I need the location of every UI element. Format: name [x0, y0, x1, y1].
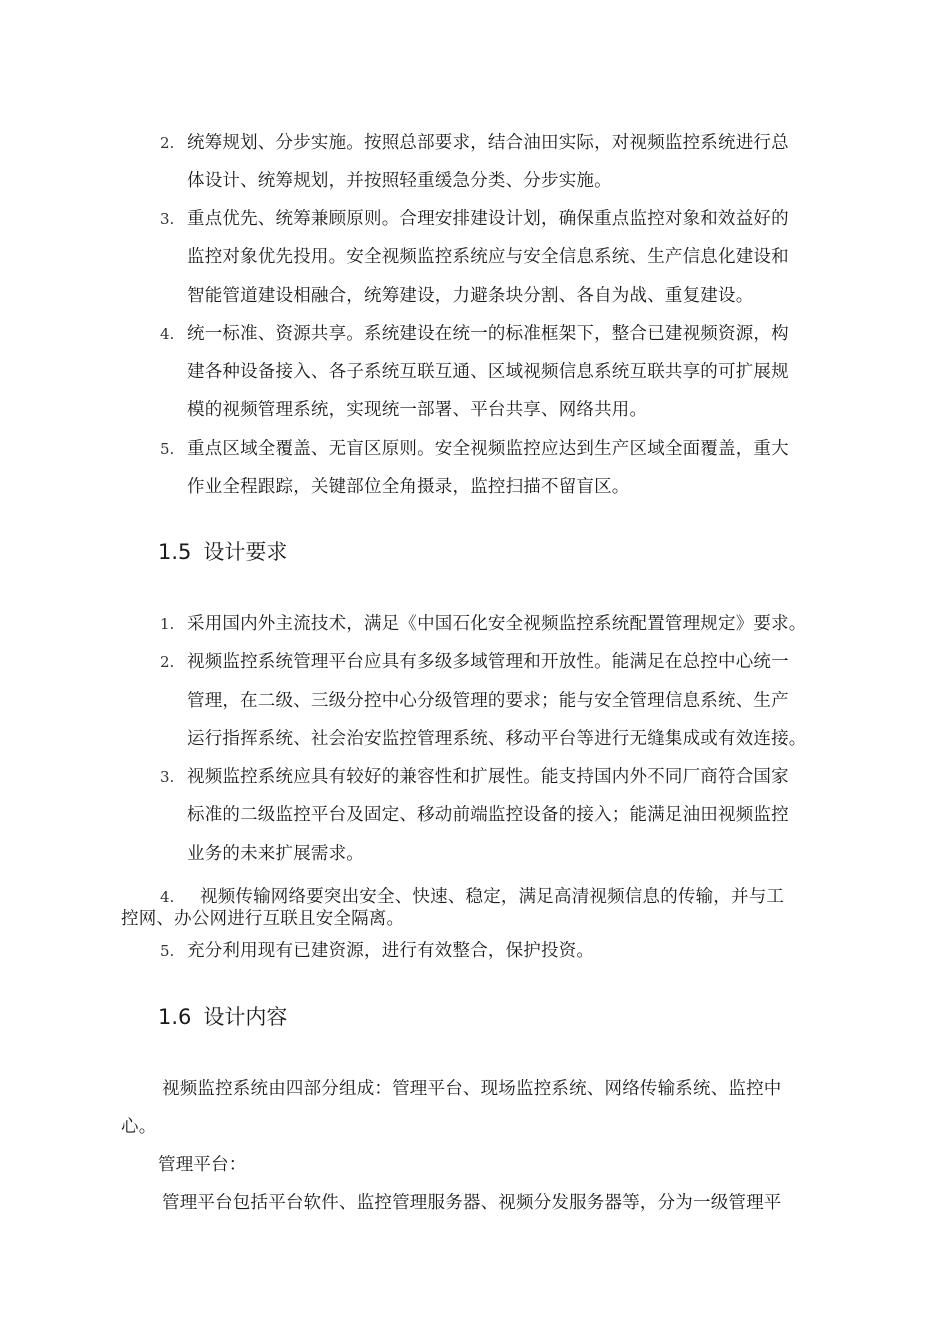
list-text-line: 标准的二级监控平台及固定、移动前端监控设备的接入；能满足油田视频监控 — [187, 805, 789, 825]
paragraph-line: 视频监控系统由四部分组成：管理平台、现场监控系统、网络传输系统、监控中 — [162, 1079, 782, 1099]
section-number: 1.5 — [158, 540, 192, 564]
section-heading-1-6 — [158, 1003, 287, 1031]
list-number: 5. — [160, 440, 175, 458]
list-text-line: 模的视频管理系统，实现统一部署、平台共享、网络共用。 — [187, 400, 648, 420]
list-text-line: 统筹规划、分步实施。按照总部要求，结合油田实际，对视频监控系统进行总 — [187, 133, 789, 153]
paragraph-line: 心。 — [121, 1117, 157, 1137]
list-text-line: 体设计、统筹规划，并按照轻重缓急分类、分步实施。 — [187, 171, 612, 191]
paragraph-line: 管理平台包括平台软件、监控管理服务器、视频分发服务器等，分为一级管理平 — [162, 1193, 782, 1213]
subheading: 管理平台： — [158, 1155, 247, 1175]
section-title: 设计内容 — [203, 1005, 288, 1029]
list-text-line: 运行指挥系统、社会治安监控管理系统、移动平台等进行无缝集成或有效连接。 — [187, 729, 807, 749]
list-text-line: 智能管道建设相融合，统筹建设，力避条块分割、各自为战、重复建设。 — [187, 286, 754, 306]
section-heading-1-5 — [158, 538, 287, 566]
list-text-line: 管理，在二级、三级分控中心分级管理的要求；能与安全管理信息系统、生产 — [187, 691, 789, 711]
list-text-line: 监控对象优先投用。安全视频监控系统应与安全信息系统、生产信息化建设和 — [187, 247, 789, 267]
list-number: 2. — [160, 653, 175, 671]
list-text-line: 视频监控系统管理平台应具有多级多域管理和开放性。能满足在总控中心统一 — [187, 652, 789, 672]
list-number: 1. — [160, 615, 175, 633]
list-text-line: 建各种设备接入、各子系统互联互通、区域视频信息系统互联共享的可扩展规 — [187, 362, 789, 382]
list-number: 3. — [160, 768, 175, 786]
list-text-line: 重点区域全覆盖、无盲区原则。安全视频监控应达到生产区域全面覆盖，重大 — [187, 439, 789, 459]
list-text-line: 重点优先、统筹兼顾原则。合理安排建设计划，确保重点监控对象和效益好的 — [187, 209, 789, 229]
list-text-line: 视频传输网络要突出安全、快速、稳定，满足高清视频信息的传输，并与工 — [200, 887, 785, 907]
section-number: 1.6 — [158, 1005, 192, 1029]
list-number: 2. — [160, 134, 175, 152]
list-number: 4. — [160, 325, 175, 343]
list-text-line: 作业全程跟踪，关键部位全角摄录，监控扫描不留盲区。 — [187, 477, 630, 497]
list-text-line: 业务的未来扩展需求。 — [187, 844, 364, 864]
list-number: 3. — [160, 210, 175, 228]
section-title: 设计要求 — [203, 540, 288, 564]
list-number: 5. — [160, 942, 175, 960]
list-text-line: 采用国内外主流技术，满足《中国石化安全视频监控系统配置管理规定》要求。 — [187, 614, 807, 634]
list-number: 4. — [160, 888, 175, 906]
list-text-line: 充分利用现有已建资源，进行有效整合，保护投资。 — [187, 941, 595, 961]
list-text-line: 统一标准、资源共享。系统建设在统一的标准框架下，整合已建视频资源，构 — [187, 324, 789, 344]
list-text-line: 视频监控系统应具有较好的兼容性和扩展性。能支持国内外不同厂商符合国家 — [187, 767, 789, 787]
list-text-line: 控网、办公网进行互联且安全隔离。 — [121, 909, 405, 929]
